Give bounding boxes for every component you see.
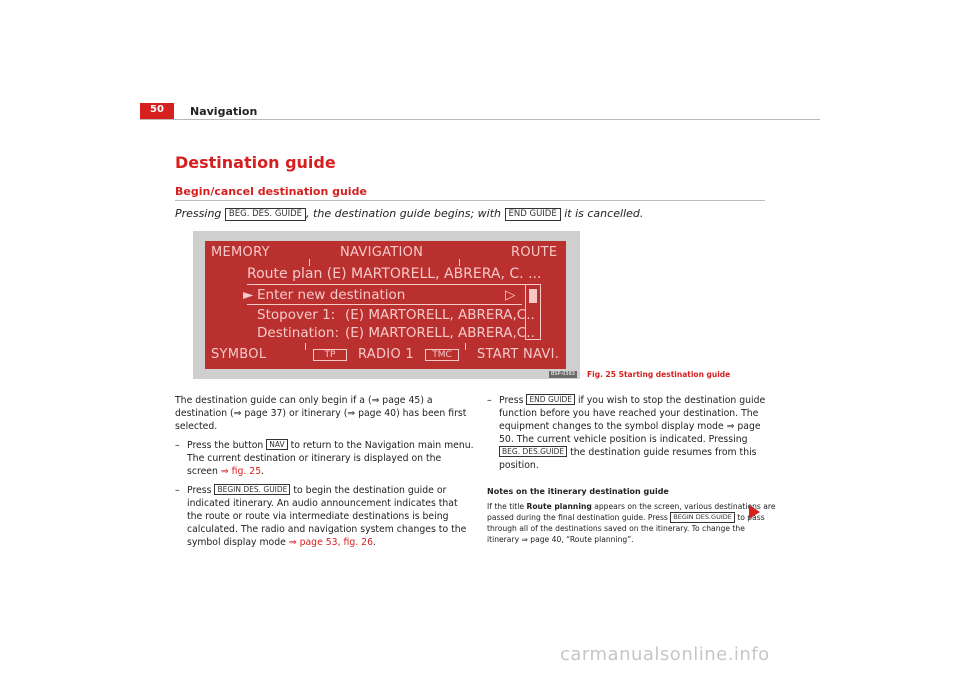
text: Press the button xyxy=(187,440,267,451)
screen-divider xyxy=(465,343,466,350)
radio-display xyxy=(205,241,566,369)
notes-paragraph xyxy=(487,501,777,545)
subsection-rule xyxy=(175,200,765,201)
dash-bullet: – xyxy=(175,485,180,496)
text: to return to the Navigation main menu. The current destination or itinerary is displayed on the screen xyxy=(187,440,474,477)
screen-destination-label: Destination: xyxy=(257,325,340,341)
screen-divider xyxy=(459,259,460,266)
text: . xyxy=(373,537,376,548)
intro-paragraph: The destination guide can only begin if a (⇒ page 45) a destination (⇒ page 37) or itinerary (⇒ page 40) has been first selected. xyxy=(175,395,467,432)
text: If the title xyxy=(487,502,527,511)
section-heading: Destination guide xyxy=(175,153,336,172)
intro-text-1: Pressing xyxy=(175,207,225,220)
list-item xyxy=(175,484,475,549)
screen-stopover-value: (E) MARTORELL, ABRERA,C.. xyxy=(345,307,535,323)
screen-scrollbar xyxy=(525,284,541,340)
screen-stopover-label: Stopover 1: xyxy=(257,307,336,323)
screen-route-plan: Route plan (E) MARTORELL, ABRERA, C. ... xyxy=(247,266,542,282)
screen-divider xyxy=(305,343,306,350)
screen-navigation: NAVIGATION xyxy=(340,245,424,260)
nav-key: NAV xyxy=(266,439,287,450)
text: to pass through all of the destinations saved on the itinerary. To change the itinerary ⇒ page 40, “Route planning”. xyxy=(487,513,765,544)
subsection-heading: Begin/cancel destination guide xyxy=(175,185,367,198)
header-rule xyxy=(140,119,820,120)
screen-divider xyxy=(309,259,310,266)
screen-destination-value: (E) MARTORELL, ABRERA,C.. xyxy=(345,325,535,341)
page-number: 50 xyxy=(150,104,164,115)
intro-text-2: , the destination guide begins; with xyxy=(306,207,505,220)
list-item-text xyxy=(499,394,777,472)
text: . xyxy=(261,466,265,477)
notes-heading: Notes on the itinerary destination guide xyxy=(487,487,669,496)
list-item xyxy=(487,394,777,472)
left-column xyxy=(175,394,475,549)
figure-code: BSP-0383 xyxy=(551,371,575,377)
screen-tmc-box: TMC xyxy=(425,349,459,361)
text: the destination guide resumes from this position. xyxy=(499,447,757,471)
screen-symbol: SYMBOL xyxy=(211,347,267,362)
figure-caption: Fig. 25 Starting destination guide xyxy=(587,370,731,379)
right-column xyxy=(487,394,777,545)
begin-des-guide-key: BEGIN DES.GUIDE xyxy=(670,512,735,523)
screen-start-navi: START NAVI. xyxy=(477,347,560,362)
route-planning-term: Route planning xyxy=(526,502,592,511)
screen-memory: MEMORY xyxy=(211,245,270,260)
watermark: carmanualsonline.info xyxy=(560,644,770,665)
continue-arrow-icon xyxy=(749,505,760,519)
beg-des-guide-key: BEG. DES. GUIDE xyxy=(225,208,306,221)
screen-underline xyxy=(247,304,522,305)
screen-scrollbar-thumb xyxy=(529,289,537,303)
figure-link[interactable]: ⇒ fig. 25 xyxy=(220,466,262,477)
list-item-text xyxy=(187,439,475,478)
screen-enter-new-destination: Enter new destination xyxy=(257,287,406,303)
end-guide-key: END GUIDE xyxy=(526,394,575,405)
figure-25-navigation-screen xyxy=(193,231,580,379)
text: if you wish to stop the destination guide function before you have reached your destination. The equipment changes to the symbol display mode ⇒ page 50. The current vehicle position is indicated. Pressing xyxy=(499,395,766,445)
screen-radio: RADIO 1 xyxy=(358,347,414,362)
intro-text-3: it is cancelled. xyxy=(560,207,644,220)
screen-selector-arrow: ► xyxy=(243,287,254,303)
end-guide-key: END GUIDE xyxy=(505,208,561,221)
running-header: Navigation xyxy=(190,105,258,118)
dash-bullet: – xyxy=(487,395,492,406)
list-item-text xyxy=(187,484,475,549)
text: Press xyxy=(187,485,215,496)
page-link[interactable]: ⇒ page 53, fig. 26 xyxy=(288,537,373,548)
text: appears on the screen, various destinations are passed during the final destination guide. Press xyxy=(487,502,776,522)
text: to begin the destination guide or indicated itinerary. An audio announcement indicates that the route or route via intermediate destinations is being calculated. The radio and navigation system changes to the symbol display mode xyxy=(187,485,467,548)
begin-des-guide-key: BEGIN DES. GUIDE xyxy=(214,484,290,495)
screen-chevron-right-icon: ▷ xyxy=(505,287,516,303)
dash-bullet: – xyxy=(175,440,180,451)
text: Press xyxy=(499,395,527,406)
screen-tp-box: TP xyxy=(313,349,347,361)
intro-sentence xyxy=(175,207,643,221)
list-item xyxy=(175,439,475,478)
screen-route: ROUTE xyxy=(511,245,558,260)
beg-des-guide-key: BEG. DES.GUIDE xyxy=(499,446,567,457)
screen-underline xyxy=(247,284,527,285)
